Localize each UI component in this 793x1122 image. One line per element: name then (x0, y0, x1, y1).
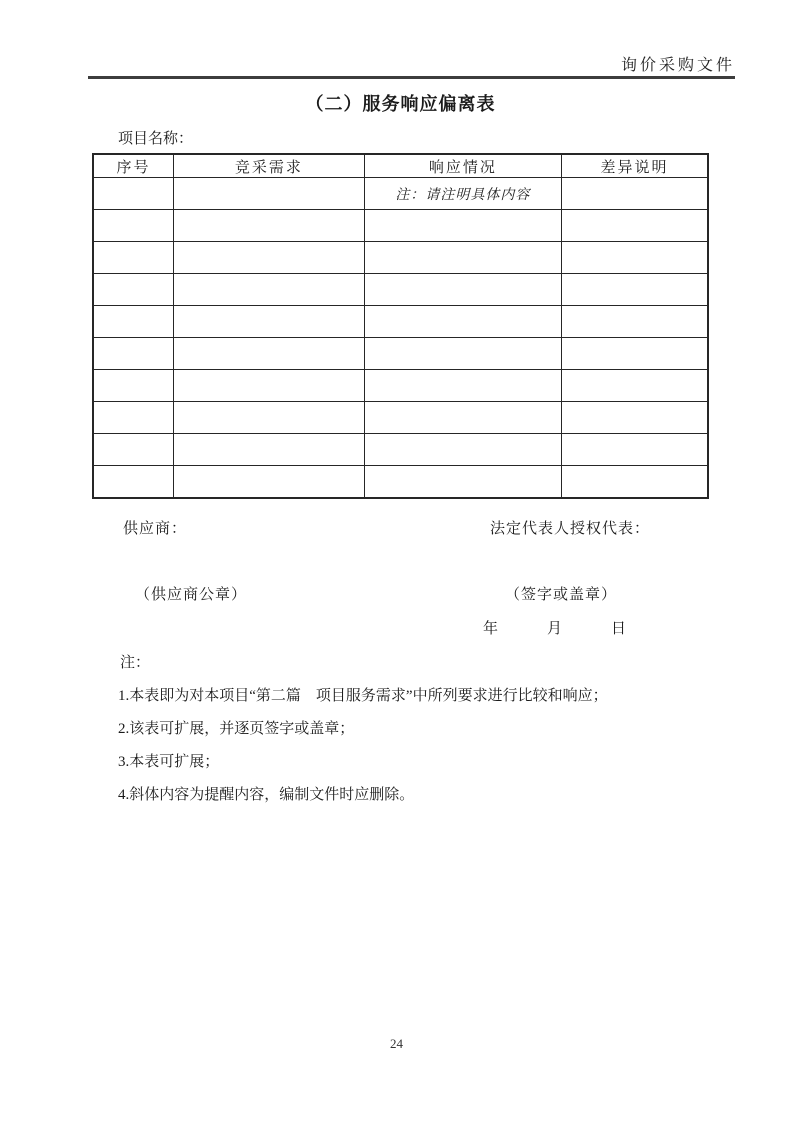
table-cell (364, 210, 561, 242)
table-row (93, 274, 708, 306)
column-header-1: 竞采需求 (174, 154, 365, 178)
table-row (93, 242, 708, 274)
note-item-2: 2.该表可扩展，并逐页签字或盖章； (118, 721, 355, 737)
date-line (92, 617, 709, 637)
table-cell (174, 434, 365, 466)
table-cell (562, 210, 708, 242)
table-cell (562, 370, 708, 402)
supplier-seal-label: （供应商公章） (135, 587, 248, 603)
supplier-label: 供应商： (123, 521, 188, 537)
table-cell (93, 466, 174, 499)
notes-section (92, 653, 709, 805)
table-cell (364, 306, 561, 338)
deviation-table (92, 153, 709, 499)
table-cell (93, 434, 174, 466)
signature-line (92, 517, 709, 537)
reminder-note-cell: 注：请注明具体内容 (364, 178, 561, 210)
table-cell (174, 306, 365, 338)
table-row (93, 466, 708, 499)
note-item-1: 1.本表即为对本项目“第二篇 项目服务需求”中所列要求进行比较和响应； (118, 688, 608, 704)
table-cell (562, 178, 708, 210)
table-cell (562, 434, 708, 466)
column-header-0: 序号 (93, 154, 174, 178)
notes-label: 注： (120, 655, 151, 671)
page-number: 24 (390, 1036, 403, 1051)
table-cell (93, 178, 174, 210)
table-cell (174, 242, 365, 274)
table-cell (174, 274, 365, 306)
header-divider (88, 76, 735, 79)
table-cell (174, 370, 365, 402)
table-cell (364, 466, 561, 499)
table-body (93, 178, 708, 499)
column-header-2: 响应情况 (364, 154, 561, 178)
note-item-3: 3.本表可扩展； (118, 754, 220, 770)
table-cell (174, 178, 365, 210)
table-cell (364, 402, 561, 434)
table-cell (93, 210, 174, 242)
column-header-3: 差异说明 (562, 154, 708, 178)
table-row (93, 434, 708, 466)
project-name-label: 项目名称： (118, 131, 194, 147)
table-row (93, 210, 708, 242)
table-cell (93, 242, 174, 274)
table-cell (562, 306, 708, 338)
page-title: （二）服务响应偏离表 (305, 94, 496, 114)
table-cell (364, 338, 561, 370)
table-cell (93, 402, 174, 434)
table-cell (364, 242, 561, 274)
note-item-4: 4.斜体内容为提醒内容，编制文件时应删除。 (118, 787, 415, 803)
table-cell (93, 338, 174, 370)
table-cell (562, 402, 708, 434)
table-cell (93, 274, 174, 306)
table-cell (174, 466, 365, 499)
table-cell (562, 338, 708, 370)
table-cell (174, 402, 365, 434)
authorized-rep-label: 法定代表人授权代表： (490, 521, 651, 537)
document-type-header: 询价采购文件 (620, 57, 735, 74)
table-header-row (93, 154, 708, 178)
table-cell (364, 370, 561, 402)
table-row (93, 370, 708, 402)
table-cell (562, 242, 708, 274)
sign-or-seal-label: （签字或盖章） (505, 587, 618, 603)
seal-line (92, 583, 709, 603)
table-cell (174, 338, 365, 370)
table-cell (562, 274, 708, 306)
table-row (93, 306, 708, 338)
table-cell (562, 466, 708, 499)
table-cell (93, 306, 174, 338)
table-cell (93, 370, 174, 402)
table-row (93, 338, 708, 370)
table-row (93, 178, 708, 210)
table-row (93, 402, 708, 434)
date-label: 年 月 日 (483, 621, 628, 637)
table-cell (174, 210, 365, 242)
table-cell (364, 274, 561, 306)
table-cell (364, 434, 561, 466)
